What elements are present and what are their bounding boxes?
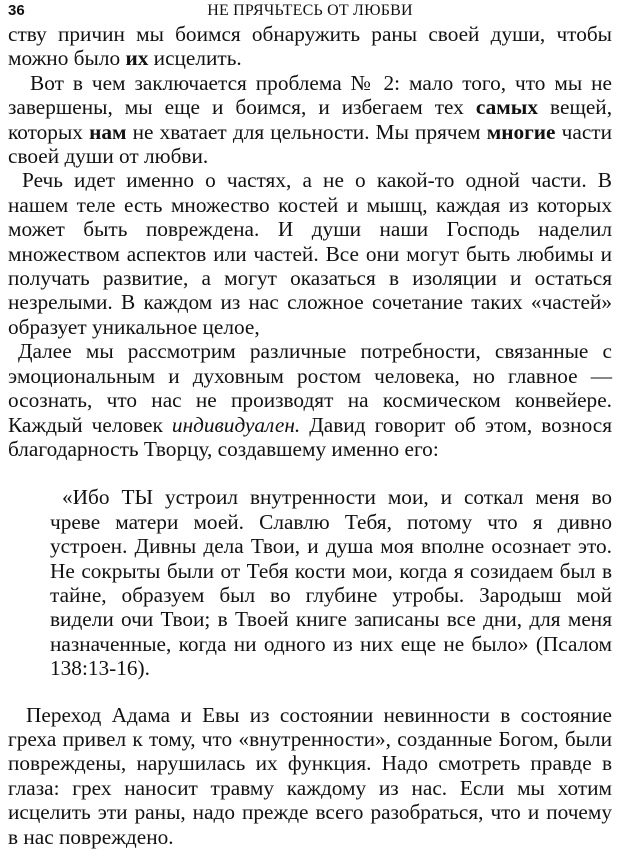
text-run: Давид говорит об этом, вознося благодарность Творцу, создавшему именно его: [8, 412, 612, 461]
scripture-quote: «Ибо ТЫ устроил внутренности мои, и соткал меня во чреве матери моей. Славлю Тебя, потому что я дивно устроен. Дивны дела Твои, и душа моя вполне осознает это. Не сокрыты были от Тебя кости мои, когда я созидаем был в тайне, образуем был во глубине утробы. Зародыш мой видели очи Твои; в Твоей книге записаны все дни, для меня назначенные, когда ни одного из них еще не было» (Псалом 138:13-16). [50, 485, 612, 681]
text-run: Вот в чем заключается проблема № 2: мало того, что мы не завершены, мы еще и боимся, и избегаем тех [8, 70, 612, 120]
text-run: исцелить. [148, 46, 242, 71]
running-title: НЕ ПРЯЧЬТЕСЬ ОТ ЛЮБВИ [207, 2, 413, 19]
paragraph-4 [8, 339, 612, 461]
bold-emphasis: нам [89, 119, 127, 144]
page-number: 36 [8, 2, 25, 19]
text-run: ству причин мы боимся обнаружить раны своей души, чтобы можно было [8, 22, 612, 71]
paragraph-2 [8, 71, 612, 169]
page-header [8, 2, 612, 24]
page-body [8, 22, 612, 849]
text-run: Далее мы рассмотрим различные потребности, связанные с эмоциональным и духовным ростом человека, но главное — осознать, что нас не производят на космическом конвейере. Каждый человек [8, 339, 612, 437]
paragraph-1 [8, 22, 612, 71]
bold-emphasis: их [125, 46, 149, 71]
bold-emphasis: самых [475, 95, 539, 120]
text-run: части своей души от любви. [8, 119, 612, 169]
paragraph-5: Переход Адама и Евы из состоянии невинности в состояние греха привел к тому, что «внутренности», созданные Богом, были повреждены, нарушилась их функция. Надо смотреть правде в глаза: грех наносит травму каждому из нас. Если мы хотим исцелить эти раны, надо прежде всего разобраться, что и почему в нас повреждено. [8, 702, 612, 849]
text-run: не хватает для цельности. Мы прячем [126, 119, 487, 144]
paragraph-3: Речь идет именно о частях, а не о какой-то одной части. В нашем теле есть множество костей и мышц, каждая из которых может быть повреждена. И души наши Господь наделил множеством аспектов или частей. Все они могут быть любимы и получать развитие, а могут оказаться в изоляции и остаться незрелыми. В каждом из нас сложное сочетание таких «частей» образует уникальное целое, [8, 168, 612, 339]
italic-emphasis: индивидуален. [171, 412, 301, 437]
text-run: вещей, которых [8, 95, 613, 144]
bold-emphasis: многие [486, 119, 556, 144]
